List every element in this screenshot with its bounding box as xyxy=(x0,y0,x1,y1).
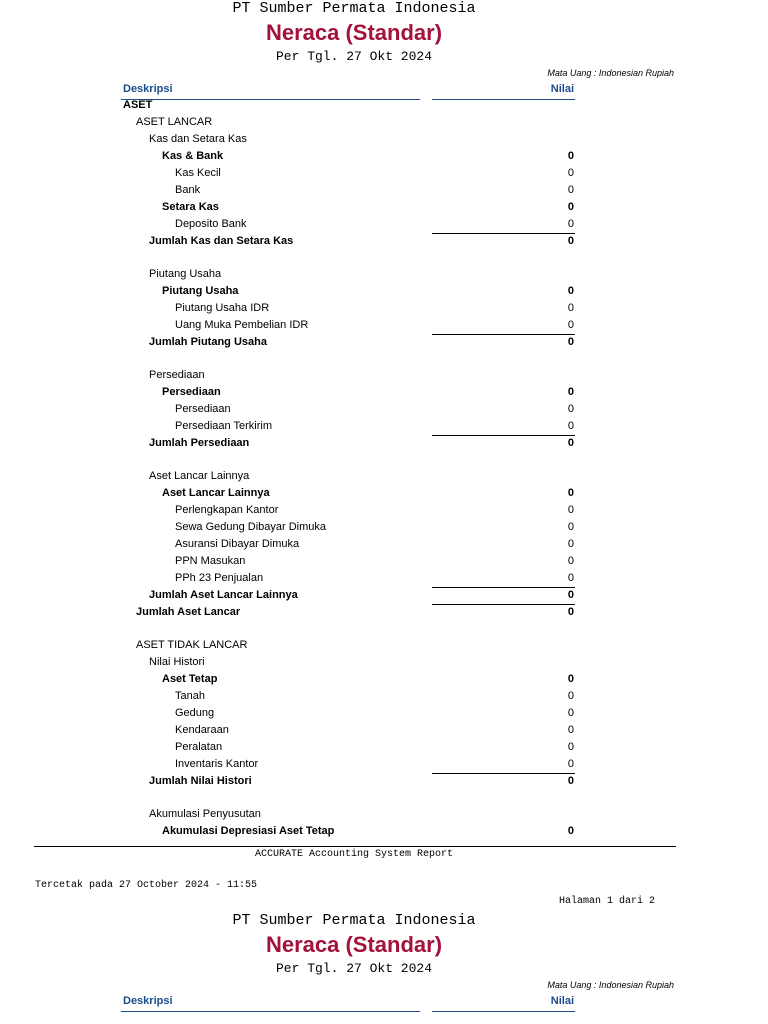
row-value: 0 xyxy=(567,437,574,449)
page2-currency-label: Mata Uang : Indonesian Rupiah xyxy=(547,980,674,990)
row-value: 0 xyxy=(567,235,574,247)
row-label: Jumlah Persediaan xyxy=(149,437,250,449)
table-row xyxy=(0,570,768,587)
page2-column-header-description: Deskripsi xyxy=(123,995,173,1007)
row-value: 0 xyxy=(567,673,574,685)
table-row xyxy=(0,300,768,317)
row-label: Kas dan Setara Kas xyxy=(149,133,247,145)
table-row xyxy=(0,266,768,283)
row-label: Deposito Bank xyxy=(175,218,247,230)
table-row xyxy=(0,806,768,823)
row-label: Perlengkapan Kantor xyxy=(175,504,279,516)
row-value: 0 xyxy=(567,336,574,348)
row-label: Piutang Usaha xyxy=(149,268,222,280)
table-row xyxy=(0,165,768,182)
footer-rule xyxy=(34,846,676,847)
row-label: Inventaris Kantor xyxy=(175,758,259,770)
row-value: 0 xyxy=(567,606,574,618)
row-label: Asuransi Dibayar Dimuka xyxy=(175,538,300,550)
row-label: Jumlah Nilai Histori xyxy=(149,775,252,787)
table-row xyxy=(0,182,768,199)
row-value: 0 xyxy=(567,572,574,584)
row-label: Aset Lancar Lainnya xyxy=(162,487,270,499)
table-row xyxy=(0,468,768,485)
row-value: 0 xyxy=(567,741,574,753)
row-value: 0 xyxy=(567,521,574,533)
page2-column-header-value: Nilai xyxy=(550,995,574,1007)
report-title: Neraca (Standar) xyxy=(265,20,443,45)
table-row xyxy=(0,283,768,300)
table-row xyxy=(0,334,768,351)
subtotal-rule xyxy=(432,334,575,335)
row-label: Akumulasi Penyusutan xyxy=(149,808,261,820)
company-name: PT Sumber Permata Indonesia xyxy=(232,0,476,17)
table-row xyxy=(0,317,768,334)
table-row xyxy=(0,131,768,148)
row-label: PPh 23 Penjualan xyxy=(175,572,264,584)
row-label: Setara Kas xyxy=(162,201,219,213)
table-row xyxy=(0,654,768,671)
table-row xyxy=(0,148,768,165)
subtotal-rule xyxy=(432,435,575,436)
row-value: 0 xyxy=(567,403,574,415)
footer-printed-at: Tercetak pada 27 October 2024 - 11:55 xyxy=(35,880,258,891)
subtotal-rule xyxy=(432,233,575,234)
table-row xyxy=(0,722,768,739)
row-value: 0 xyxy=(567,555,574,567)
page2-value-header-underline xyxy=(432,1011,575,1012)
table-row xyxy=(0,705,768,722)
row-value: 0 xyxy=(567,538,574,550)
table-row xyxy=(0,604,768,621)
page2-report-date: Per Tgl. 27 Okt 2024 xyxy=(275,961,433,976)
row-label: ASET TIDAK LANCAR xyxy=(136,639,248,651)
subtotal-rule xyxy=(432,604,575,605)
table-row xyxy=(0,418,768,435)
subtotal-rule xyxy=(432,773,575,774)
table-row xyxy=(0,637,768,654)
row-label: Akumulasi Depresiasi Aset Tetap xyxy=(162,825,335,837)
row-value: 0 xyxy=(567,201,574,213)
table-row xyxy=(0,519,768,536)
row-value: 0 xyxy=(567,707,574,719)
row-label: Tanah xyxy=(175,690,205,702)
row-label: Nilai Histori xyxy=(149,656,205,668)
table-row xyxy=(0,502,768,519)
row-value: 0 xyxy=(567,386,574,398)
row-value: 0 xyxy=(567,724,574,736)
table-row xyxy=(0,367,768,384)
row-label: Persediaan Terkirim xyxy=(175,420,273,432)
row-value: 0 xyxy=(567,690,574,702)
table-row xyxy=(0,485,768,502)
row-value: 0 xyxy=(567,504,574,516)
row-value: 0 xyxy=(567,775,574,787)
table-row xyxy=(0,587,768,604)
row-label: Sewa Gedung Dibayar Dimuka xyxy=(175,521,327,533)
column-header-value: Nilai xyxy=(550,83,574,95)
row-value: 0 xyxy=(567,167,574,179)
row-label: Persediaan xyxy=(175,403,231,415)
row-label: Persediaan xyxy=(162,386,221,398)
row-label: Jumlah Aset Lancar Lainnya xyxy=(149,589,298,601)
row-label: PPN Masukan xyxy=(175,555,246,567)
table-row xyxy=(0,216,768,233)
table-row xyxy=(0,114,768,131)
table-row xyxy=(0,435,768,452)
footer-system-name: ACCURATE Accounting System Report xyxy=(254,849,454,860)
table-row xyxy=(0,739,768,756)
row-value: 0 xyxy=(567,420,574,432)
table-row xyxy=(0,233,768,250)
row-label: Uang Muka Pembelian IDR xyxy=(175,319,309,331)
table-row xyxy=(0,384,768,401)
row-label: ASET xyxy=(123,99,153,111)
page2-company-name: PT Sumber Permata Indonesia xyxy=(232,912,476,929)
row-label: Piutang Usaha IDR xyxy=(175,302,270,314)
row-value: 0 xyxy=(567,184,574,196)
subtotal-rule xyxy=(432,587,575,588)
row-label: Jumlah Kas dan Setara Kas xyxy=(149,235,294,247)
row-label: Peralatan xyxy=(175,741,223,753)
page2-report-title: Neraca (Standar) xyxy=(265,932,443,957)
table-row xyxy=(0,97,768,114)
column-header-description: Deskripsi xyxy=(123,83,173,95)
table-row xyxy=(0,536,768,553)
footer-page-number: Halaman 1 dari 2 xyxy=(559,896,656,907)
row-label: Piutang Usaha xyxy=(162,285,239,297)
table-row xyxy=(0,401,768,418)
row-value: 0 xyxy=(567,218,574,230)
row-label: Kas Kecil xyxy=(175,167,221,179)
table-row xyxy=(0,756,768,773)
row-label: Kas & Bank xyxy=(162,150,224,162)
page2-description-header-underline xyxy=(121,1011,420,1012)
row-value: 0 xyxy=(567,825,574,837)
row-label: Persediaan xyxy=(149,369,205,381)
row-value: 0 xyxy=(567,487,574,499)
row-value: 0 xyxy=(567,589,574,601)
table-row xyxy=(0,688,768,705)
row-value: 0 xyxy=(567,302,574,314)
row-value: 0 xyxy=(567,319,574,331)
row-label: Jumlah Aset Lancar xyxy=(136,606,241,618)
row-label: Aset Lancar Lainnya xyxy=(149,470,250,482)
row-label: Aset Tetap xyxy=(162,673,218,685)
row-label: Gedung xyxy=(175,707,215,719)
table-row xyxy=(0,773,768,790)
table-row xyxy=(0,671,768,688)
row-label: Kendaraan xyxy=(175,724,229,736)
currency-label: Mata Uang : Indonesian Rupiah xyxy=(547,68,674,78)
row-label: Jumlah Piutang Usaha xyxy=(149,336,267,348)
row-value: 0 xyxy=(567,758,574,770)
table-row xyxy=(0,823,768,840)
report-date: Per Tgl. 27 Okt 2024 xyxy=(275,49,433,64)
row-label: ASET LANCAR xyxy=(136,116,213,128)
table-row xyxy=(0,199,768,216)
row-label: Bank xyxy=(175,184,201,196)
row-value: 0 xyxy=(567,285,574,297)
table-row xyxy=(0,553,768,570)
row-value: 0 xyxy=(567,150,574,162)
